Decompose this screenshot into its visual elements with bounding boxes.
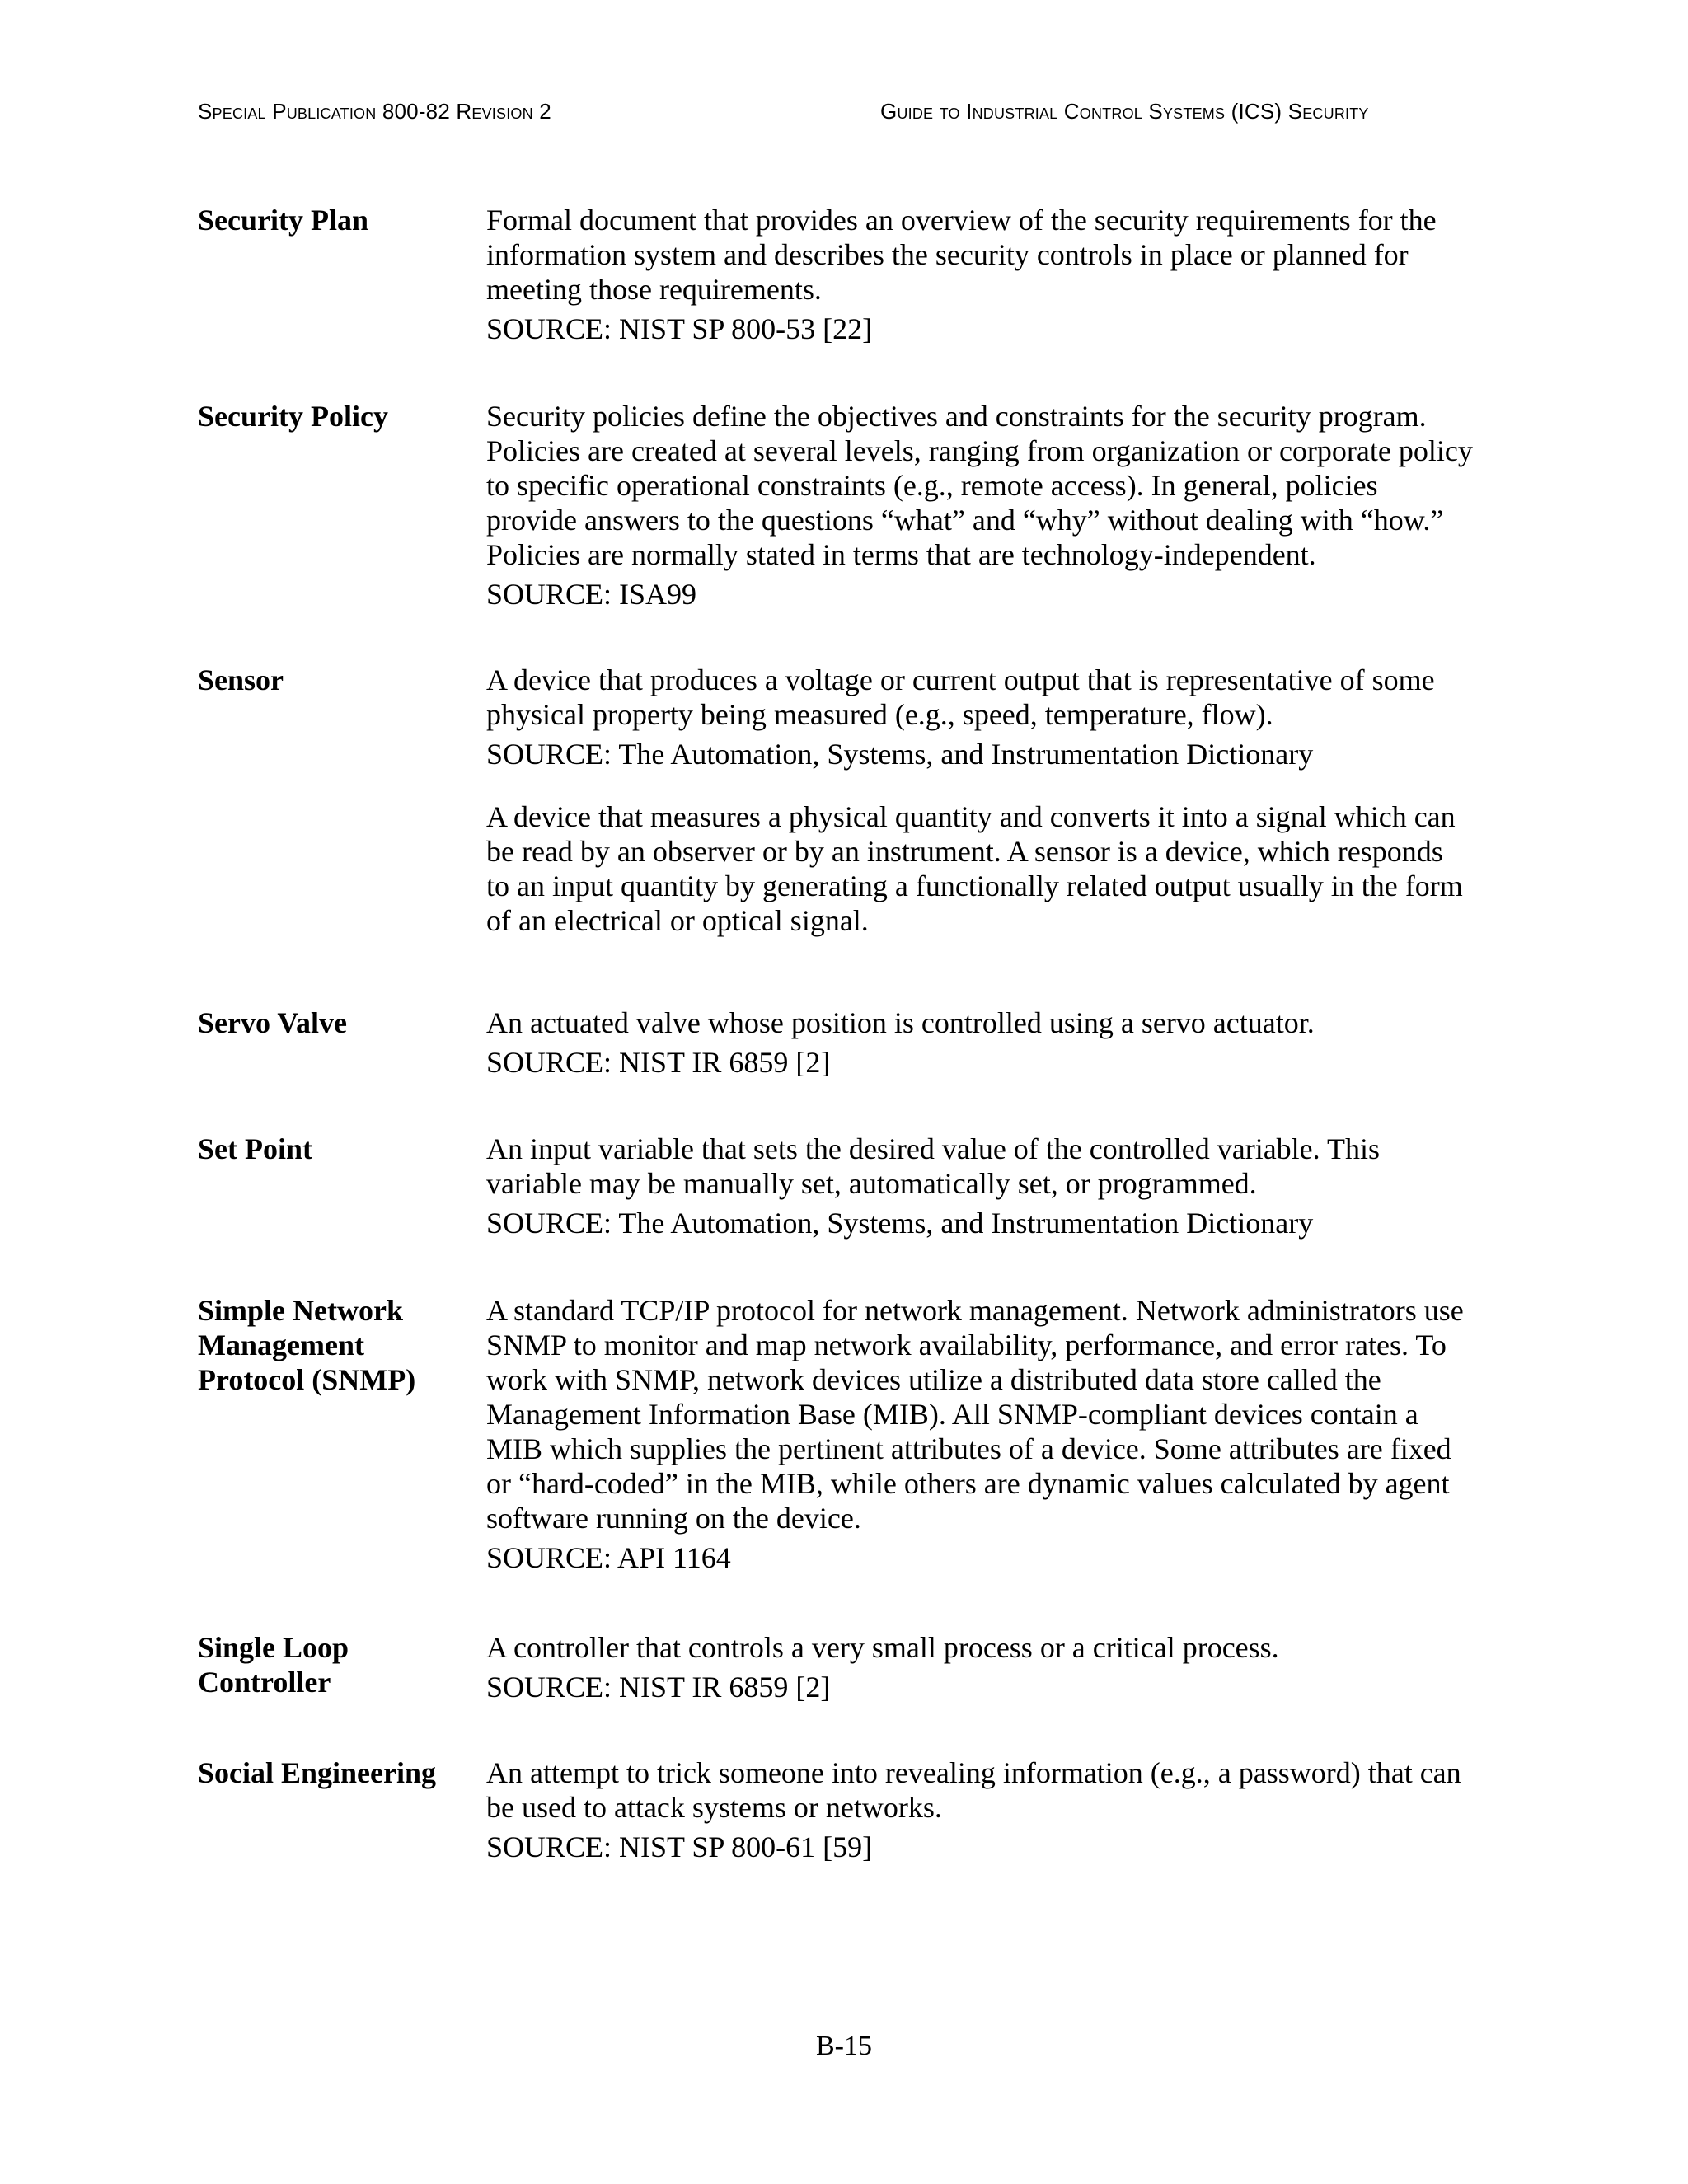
glossary-definitions <box>486 1630 1688 1704</box>
glossary-definition: Security policies define the objectives and constraints for the security program. Policies are created at several levels, ranging from organization or corporate policy to specific operational constraints (e.g., remote access). In general, policies provide answers to the questions “what” and “why” without dealing with “how.” Policies are normally stated in terms that are technology-independent. <box>486 400 1473 571</box>
page-number: B-15 <box>816 2031 872 2061</box>
glossary-term: Set Point <box>198 1132 312 1165</box>
glossary-definitions <box>486 1132 1688 1240</box>
glossary-definition: A device that produces a voltage or current output that is representative of some physical property being measured (e.g., speed, temperature, flow). <box>486 663 1435 731</box>
glossary-definition: An input variable that sets the desired value of the controlled variable. This variable may be manually set, automatically set, or programmed. <box>486 1132 1381 1200</box>
glossary-definitions <box>486 663 1688 938</box>
glossary-source: SOURCE: NIST SP 800-61 [59] <box>486 1830 873 1863</box>
glossary-definitions <box>486 1005 1688 1080</box>
glossary-definitions <box>486 399 1688 612</box>
glossary-term: Social Engineering <box>198 1756 437 1789</box>
glossary-definition-alternate: A device that measures a physical quantity and converts it into a signal which can be read by an observer or by an instrument. A sensor is a device, which responds to an input quantity by generating a functionally related output usually in the form of an electrical or optical signal. <box>486 800 1463 937</box>
glossary-source: SOURCE: The Automation, Systems, and Instrumentation Dictionary <box>486 738 1314 771</box>
glossary-term: Sensor <box>198 663 284 696</box>
glossary-term: Simple Network Management Protocol (SNMP) <box>198 1294 416 1396</box>
glossary-definitions <box>486 203 1688 346</box>
glossary-source: SOURCE: NIST IR 6859 [2] <box>486 1046 831 1079</box>
glossary-definition: A controller that controls a very small process or a critical process. <box>486 1631 1279 1664</box>
glossary-source: SOURCE: NIST IR 6859 [2] <box>486 1671 831 1704</box>
glossary-source: SOURCE: API 1164 <box>486 1541 731 1574</box>
glossary-definition: An actuated valve whose position is controlled using a servo actuator. <box>486 1006 1315 1039</box>
glossary-definition: A standard TCP/IP protocol for network management. Network administrators use SNMP to monitor and map network availability, performance, and error rates. To work with SNMP, network devices utilize a distributed data store called the Management Information Base (MIB). All SNMP-compliant devices contain a MIB which supplies the pertinent attributes of a device. Some attributes are fixed or “hard-coded” in the MIB, while others are dynamic values calculated by agent software running on the device. <box>486 1294 1464 1535</box>
glossary-term: Single Loop Controller <box>198 1631 349 1699</box>
glossary-source: SOURCE: ISA99 <box>486 578 697 611</box>
glossary-source: SOURCE: NIST SP 800-53 [22] <box>486 312 873 345</box>
running-header <box>198 99 1477 132</box>
glossary-definition: Formal document that provides an overview of the security requirements for the information system and describes the security controls in place or planned for meeting those requirements. <box>486 204 1437 306</box>
glossary-term: Security Plan <box>198 204 368 237</box>
glossary-term: Security Policy <box>198 400 388 433</box>
glossary-definitions <box>486 1755 1688 1864</box>
glossary-definitions <box>486 1293 1688 1575</box>
header-guide-title: Guide to Industrial Control Systems (ICS) Security <box>880 99 1369 124</box>
glossary-term: Servo Valve <box>198 1006 348 1039</box>
header-publication-title: Special Publication 800-82 Revision 2 <box>198 99 551 124</box>
glossary-source: SOURCE: The Automation, Systems, and Instrumentation Dictionary <box>486 1207 1314 1240</box>
glossary-definition: An attempt to trick someone into revealing information (e.g., a password) that can be used to attack systems or networks. <box>486 1756 1461 1824</box>
